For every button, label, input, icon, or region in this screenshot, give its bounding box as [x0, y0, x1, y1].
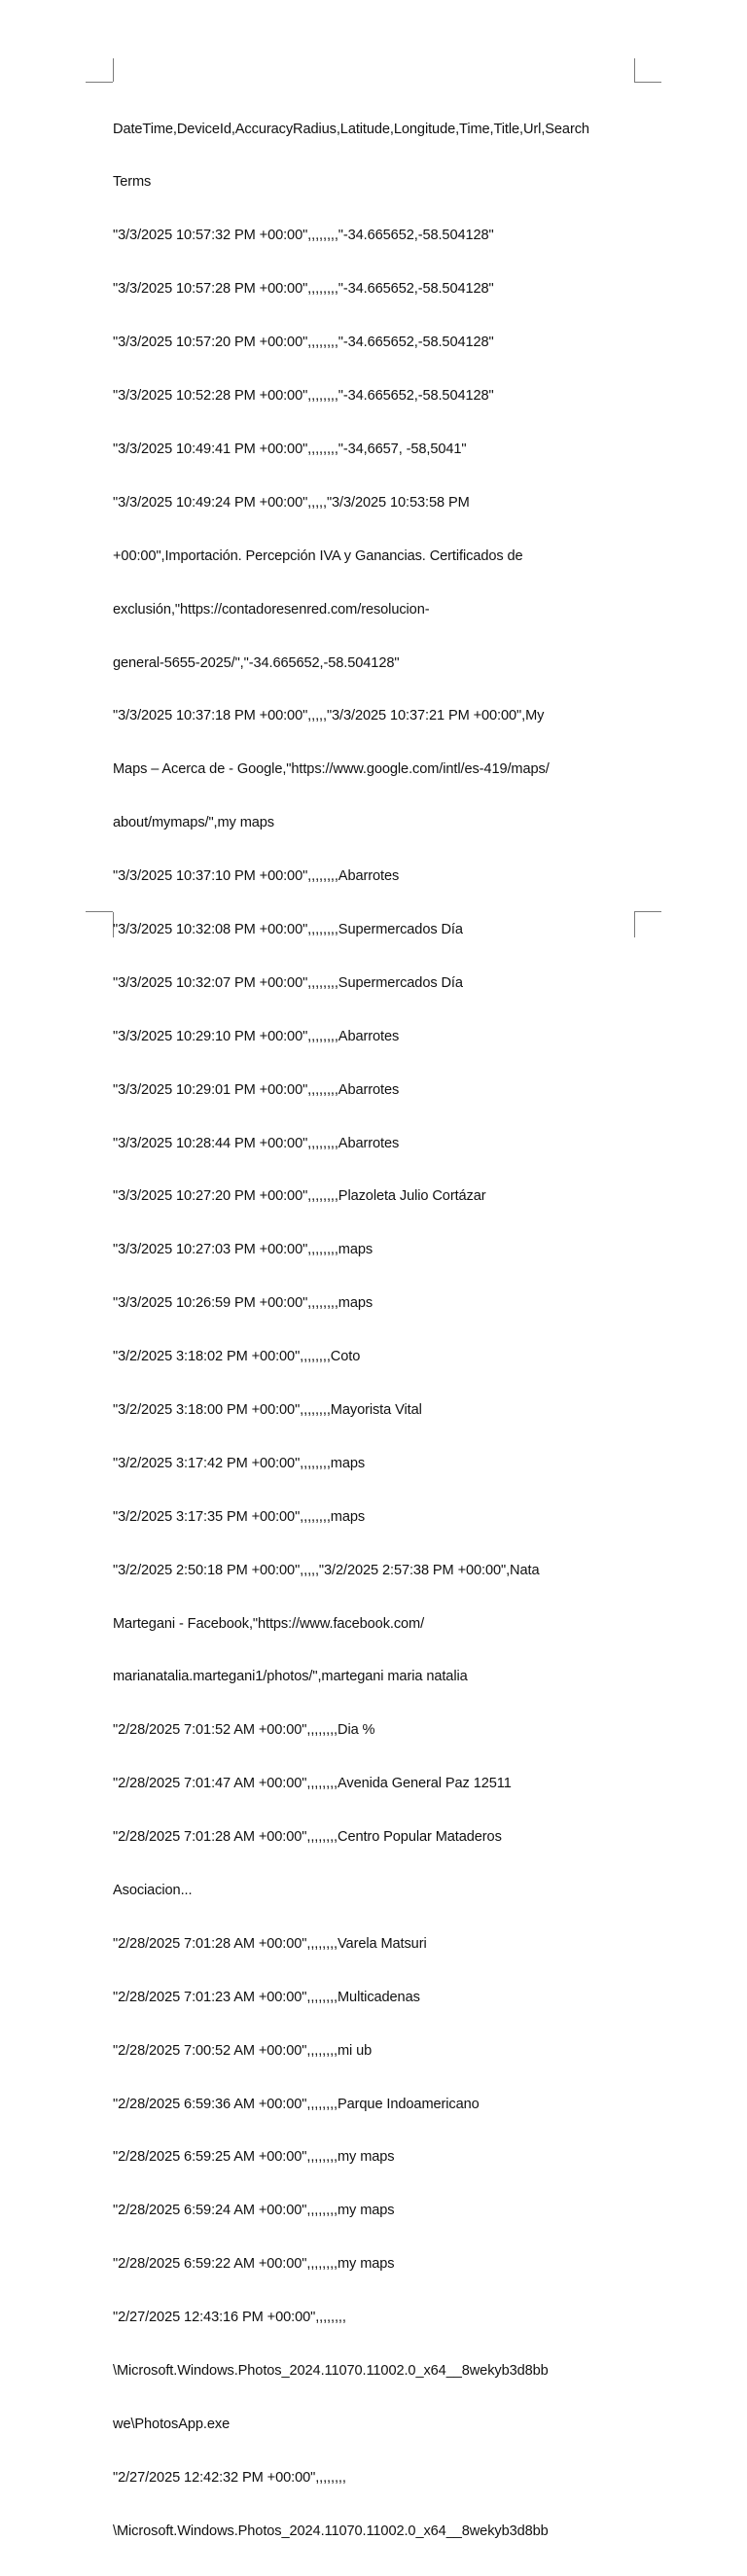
- crop-mark-top-left-vertical: [113, 58, 114, 82]
- text-line: "3/2/2025 3:17:35 PM +00:00",,,,,,,,maps: [113, 1508, 366, 1525]
- text-line: "3/3/2025 10:29:01 PM +00:00",,,,,,,,Abarrotes: [113, 1081, 400, 1098]
- text-line: we\PhotosApp.exe: [113, 2416, 231, 2432]
- text-line: "3/3/2025 10:57:28 PM +00:00",,,,,,,,"-34.665652,-58.504128": [113, 281, 494, 298]
- text-line: marianatalia.martegani1/photos/",martegani maria natalia: [113, 1669, 468, 1685]
- text-line: "2/28/2025 7:01:23 AM +00:00",,,,,,,,Multicadenas: [113, 1989, 420, 2005]
- text-line: Asociacion...: [113, 1882, 193, 1898]
- crop-mark-top-right-vertical: [634, 58, 635, 82]
- text-line: DateTime,DeviceId,AccuracyRadius,Latitude,Longitude,Time,Title,Url,Search: [113, 121, 589, 137]
- text-line: "2/28/2025 7:01:28 AM +00:00",,,,,,,,Varela Matsuri: [113, 1935, 427, 1952]
- text-line: "3/2/2025 3:18:00 PM +00:00",,,,,,,,Mayorista Vital: [113, 1401, 422, 1418]
- text-line: Terms: [113, 174, 152, 191]
- text-line: "3/3/2025 10:27:03 PM +00:00",,,,,,,,maps: [113, 1242, 374, 1258]
- crop-mark-bottom-left-horizontal: [86, 911, 113, 912]
- text-line: "2/28/2025 7:01:52 AM +00:00",,,,,,,,Dia %: [113, 1722, 375, 1739]
- text-line: "3/3/2025 10:27:20 PM +00:00",,,,,,,,Plazoleta Julio Cortázar: [113, 1188, 486, 1205]
- text-line: "2/28/2025 6:59:22 AM +00:00",,,,,,,,my maps: [113, 2256, 395, 2273]
- text-line: "3/3/2025 10:26:59 PM +00:00",,,,,,,,maps: [113, 1295, 374, 1312]
- text-line: +00:00",Importación. Percepción IVA y Ganancias. Certificados de: [113, 547, 523, 564]
- text-line: exclusión,"https://contadoresenred.com/resolucion-: [113, 601, 430, 618]
- text-line: "3/3/2025 10:52:28 PM +00:00",,,,,,,,"-34.665652,-58.504128": [113, 388, 494, 405]
- text-line: Martegani - Facebook,"https://www.facebook.com/: [113, 1615, 425, 1632]
- crop-mark-top-left-horizontal: [86, 82, 113, 83]
- text-line: "2/28/2025 7:01:47 AM +00:00",,,,,,,,Avenida General Paz 12511: [113, 1776, 512, 1792]
- text-line: \Microsoft.Windows.Photos_2024.11070.11002.0_x64__8wekyb3d8bb: [113, 2523, 549, 2539]
- text-line: "3/3/2025 10:57:32 PM +00:00",,,,,,,,"-34.665652,-58.504128": [113, 228, 494, 244]
- text-line: "3/2/2025 3:18:02 PM +00:00",,,,,,,,Coto: [113, 1349, 361, 1365]
- text-line: "3/3/2025 10:49:24 PM +00:00",,,,,"3/3/2025 10:53:58 PM: [113, 494, 470, 511]
- text-line: "3/2/2025 2:50:18 PM +00:00",,,,,"3/2/2025 2:57:38 PM +00:00",Nata: [113, 1562, 540, 1578]
- text-line: "3/3/2025 10:49:41 PM +00:00",,,,,,,,"-34,6657, -58,5041": [113, 441, 467, 457]
- text-line: "3/2/2025 3:17:42 PM +00:00",,,,,,,,maps: [113, 1455, 366, 1471]
- text-line: Maps – Acerca de - Google,"https://www.google.com/intl/es-419/maps/: [113, 761, 550, 778]
- text-line: "3/3/2025 10:37:10 PM +00:00",,,,,,,,Abarrotes: [113, 868, 400, 885]
- text-line: "2/27/2025 12:43:16 PM +00:00",,,,,,,,: [113, 2310, 346, 2326]
- text-line: "2/28/2025 7:01:28 AM +00:00",,,,,,,,Centro Popular Mataderos: [113, 1829, 502, 1846]
- crop-mark-top-right-horizontal: [634, 82, 661, 83]
- text-line: "3/3/2025 10:29:10 PM +00:00",,,,,,,,Abarrotes: [113, 1028, 400, 1044]
- text-line: "2/27/2025 12:42:32 PM +00:00",,,,,,,,: [113, 2469, 346, 2486]
- text-line: general-5655-2025/","-34.665652,-58.504128": [113, 654, 400, 671]
- text-line: "2/28/2025 6:59:25 AM +00:00",,,,,,,,my maps: [113, 2149, 395, 2166]
- csv-text-block: [113, 85, 638, 2576]
- text-line: "3/3/2025 10:32:07 PM +00:00",,,,,,,,Supermercados Día: [113, 974, 463, 991]
- text-line: "2/28/2025 6:59:24 AM +00:00",,,,,,,,my maps: [113, 2203, 395, 2219]
- text-line: "3/3/2025 10:32:08 PM +00:00",,,,,,,,Supermercados Día: [113, 921, 463, 937]
- text-line: "3/3/2025 10:37:18 PM +00:00",,,,,"3/3/2025 10:37:21 PM +00:00",My: [113, 708, 545, 724]
- text-line: "2/28/2025 7:00:52 AM +00:00",,,,,,,,mi ub: [113, 2042, 373, 2059]
- text-line: about/mymaps/",my maps: [113, 815, 274, 831]
- text-line: "3/3/2025 10:57:20 PM +00:00",,,,,,,,"-34.665652,-58.504128": [113, 335, 494, 351]
- crop-mark-bottom-right-horizontal: [634, 911, 661, 912]
- text-line: "2/28/2025 6:59:36 AM +00:00",,,,,,,,Parque Indoamericano: [113, 2096, 480, 2112]
- text-line: \Microsoft.Windows.Photos_2024.11070.11002.0_x64__8wekyb3d8bb: [113, 2363, 549, 2379]
- text-line: "3/3/2025 10:28:44 PM +00:00",,,,,,,,Abarrotes: [113, 1135, 400, 1151]
